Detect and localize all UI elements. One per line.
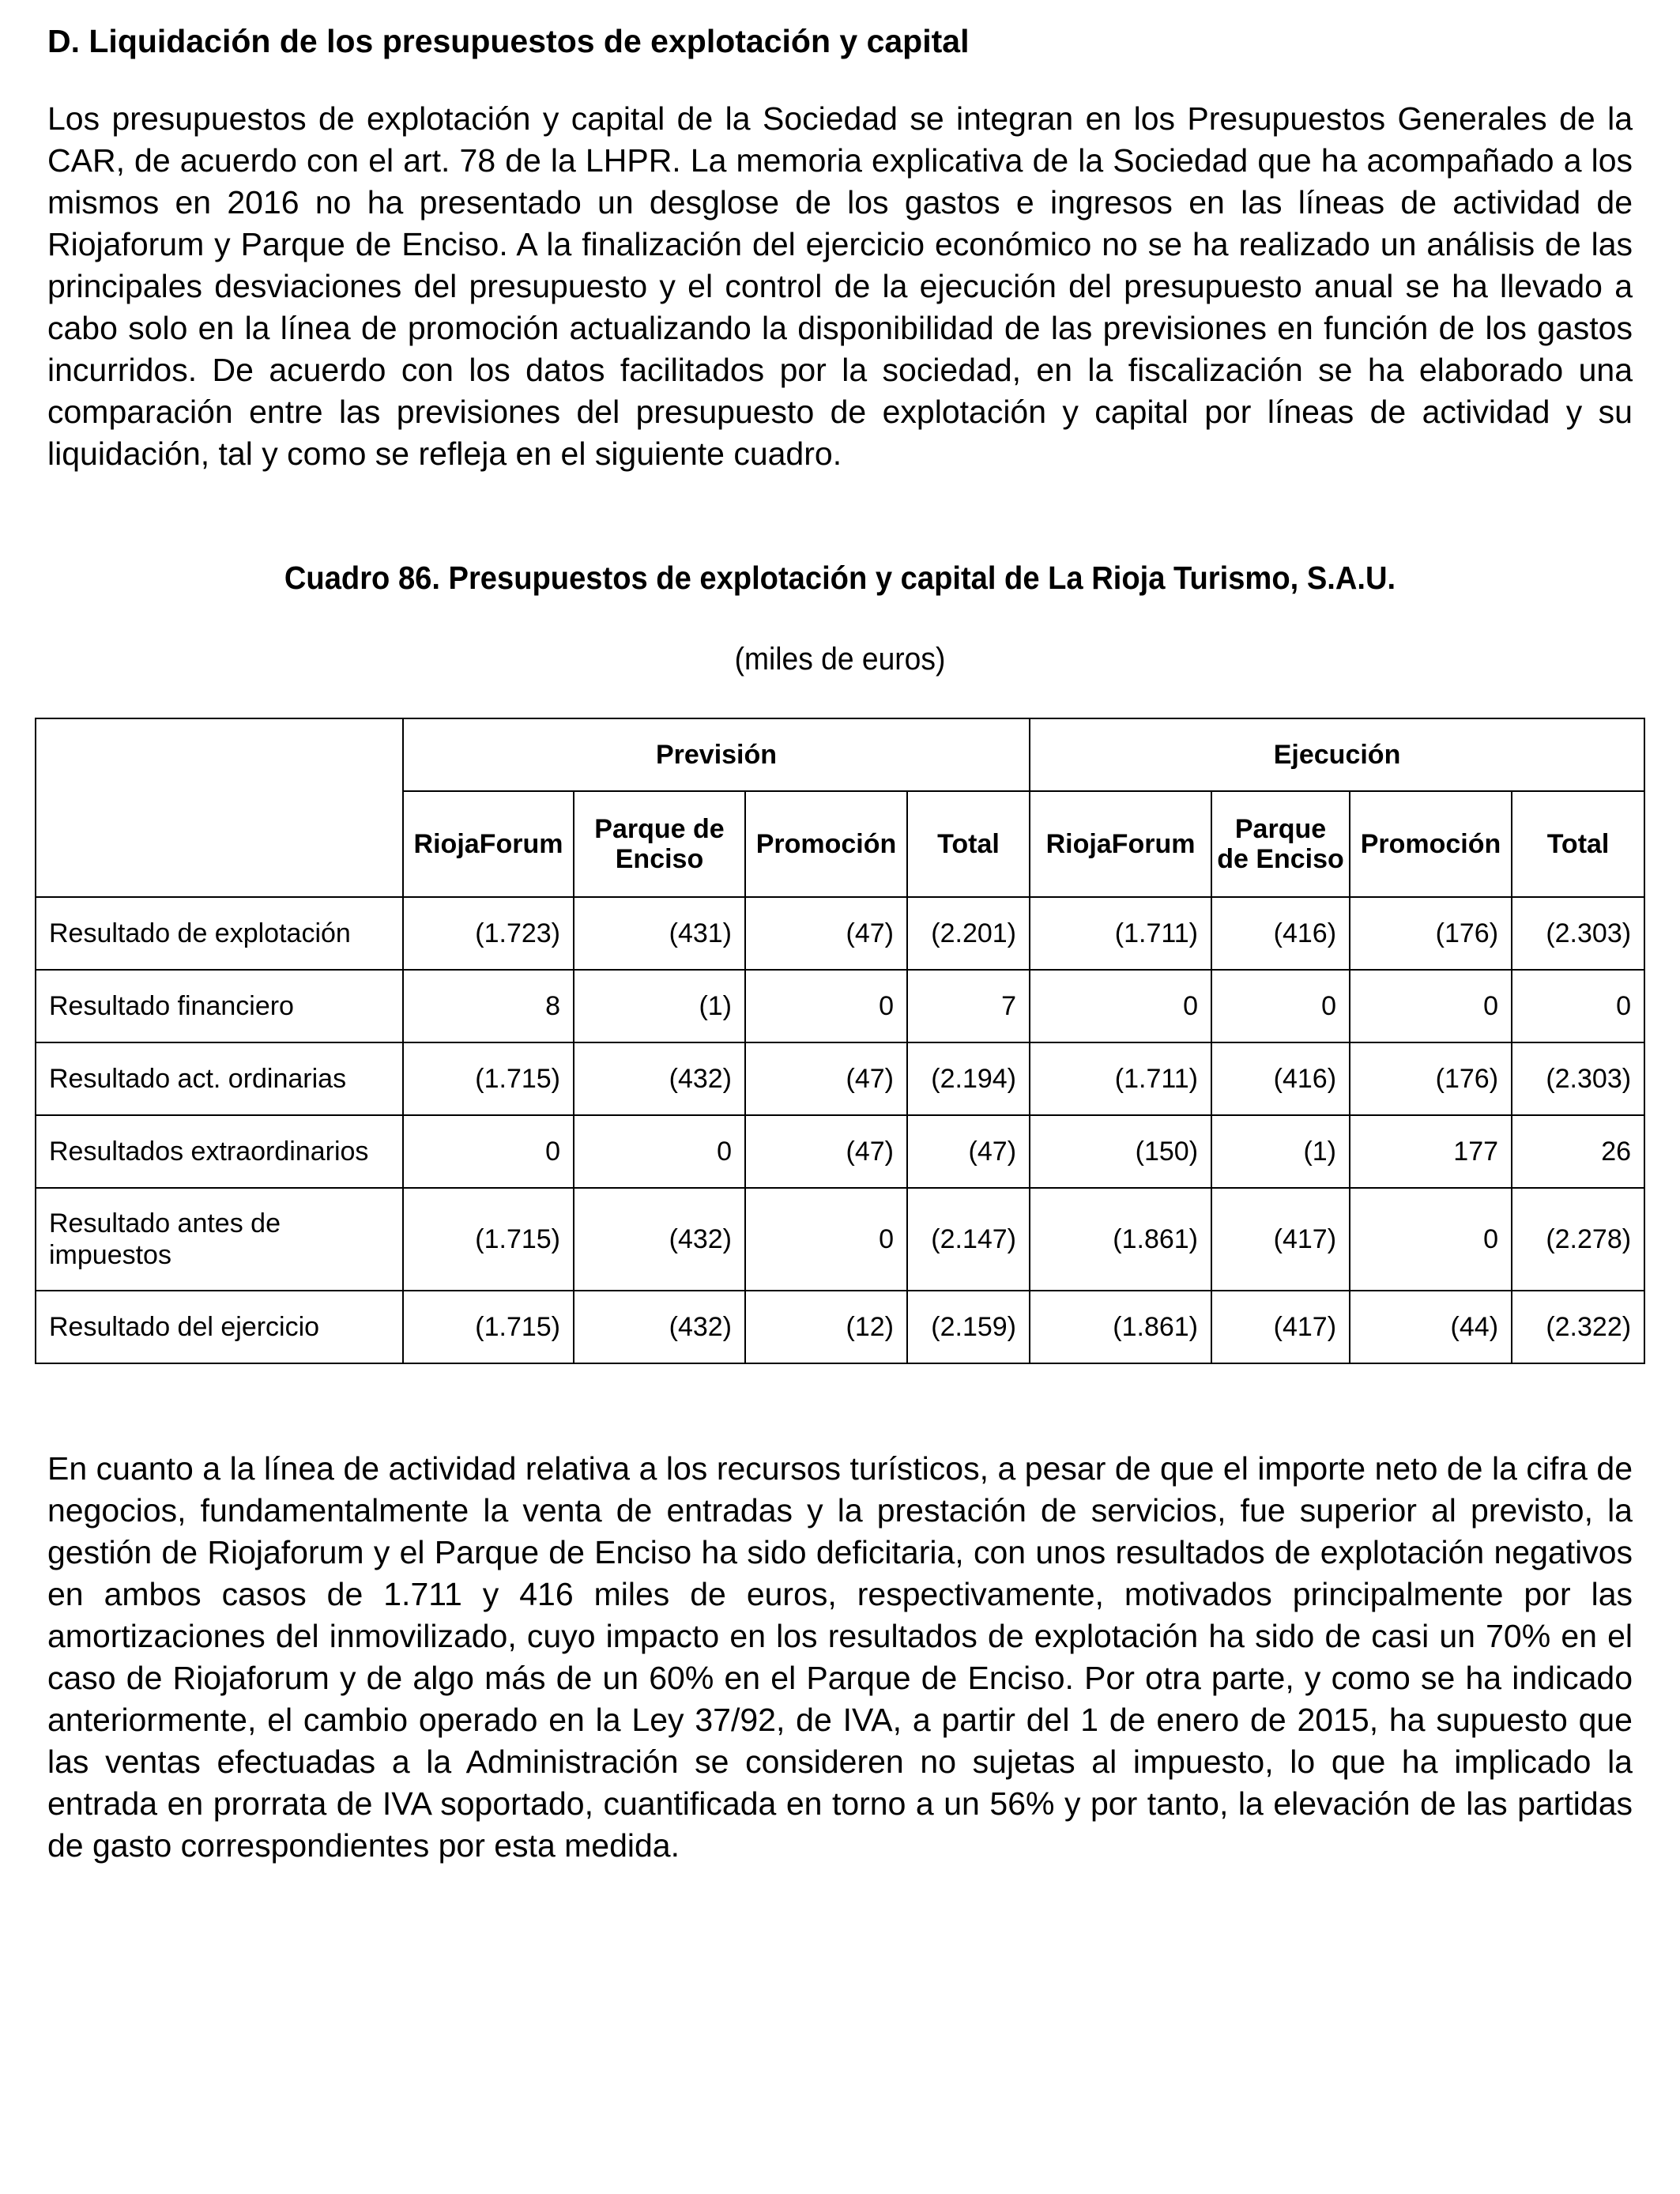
row-label: Resultado financiero [36,970,403,1042]
sub-header: Total [1512,791,1644,897]
table-cell: (432) [574,1042,745,1115]
table-cell: 0 [1350,1188,1512,1291]
table-cell: (2.201) [907,897,1030,970]
group-header-prevision: Previsión [403,718,1030,791]
table-cell: (1.861) [1030,1291,1211,1363]
table-row [36,1291,1644,1363]
table-row [36,970,1644,1042]
table-cell: (417) [1211,1291,1350,1363]
table-cell: (2.278) [1512,1188,1644,1291]
table-row [36,1042,1644,1115]
table-cell: (1.715) [403,1042,574,1115]
sub-header: Promoción [745,791,907,897]
table-cell: (432) [574,1188,745,1291]
table-cell: (1) [574,970,745,1042]
table-cell: 0 [745,970,907,1042]
sub-header: RiojaForum [1030,791,1211,897]
table-row [36,897,1644,970]
table-cell: (416) [1211,897,1350,970]
table-cell: (1.711) [1030,1042,1211,1115]
analysis-paragraph: En cuanto a la línea de actividad relativa a los recursos turísticos, a pesar de que el importe neto de la cifra de negocios, fundamentalmente la venta de entradas y la prestación de servicios, fue superior al previsto, la gestión de Riojaforum y el Parque de Enciso ha sido deficitaria, con unos resultados de explotación negativos en ambos casos de 1.711 y 416 miles de euros, respectivamente, motivados principalmente por las amortizaciones del inmovilizado, cuyo impacto en los resultados de explotación ha sido de casi un 70% en el caso de Riojaforum y de algo más de un 60% en el Parque de Enciso. Por otra parte, y como se ha indicado anteriormente, el cambio operado en la Ley 37/92, de IVA, a partir del 1 de enero de 2015, ha supuesto que las ventas efectuadas a la Administración se consideren no sujetas al impuesto, lo que ha implicado la entrada en prorrata de IVA soportado, cuantificada en torno a un 56% y por tanto, la elevación de las partidas de gasto correspondientes por esta medida. [47,1450,1633,1864]
section-title: D. Liquidación de los presupuestos de explotación y capital [47,23,970,59]
table-cell: (176) [1350,1042,1512,1115]
table-cell: (2.303) [1512,1042,1644,1115]
table-cell: 0 [1211,970,1350,1042]
table-cell: (2.322) [1512,1291,1644,1363]
table-cell: (47) [907,1115,1030,1188]
table-caption: Cuadro 86. Presupuestos de explotación y capital de La Rioja Turismo, S.A.U. [284,560,1396,596]
sub-header: Parque de Enciso [574,791,745,897]
table-cell: (2.159) [907,1291,1030,1363]
table-cell: (432) [574,1291,745,1363]
table-row [36,1188,1644,1291]
table-cell: (2.194) [907,1042,1030,1115]
table-cell: (1.861) [1030,1188,1211,1291]
table-cell: (47) [745,1115,907,1188]
table-cell: (431) [574,897,745,970]
table-cell: (1.711) [1030,897,1211,970]
table-group-header-row [36,718,1644,791]
sub-header: Parque de Enciso [1211,791,1350,897]
sub-header: RiojaForum [403,791,574,897]
table-cell: 177 [1350,1115,1512,1188]
table-cell: (417) [1211,1188,1350,1291]
table-cell: 0 [1030,970,1211,1042]
table-cell: (12) [745,1291,907,1363]
table-corner-cell [36,718,403,897]
budget-table [35,718,1645,1364]
table-cell: (1.723) [403,897,574,970]
intro-paragraph: Los presupuestos de explotación y capital de la Sociedad se integran en los Presupuestos Generales de la CAR, de acuerdo con el art. 78 de la LHPR. La memoria explicativa de la Sociedad que ha acompañado a los mismos en 2016 no ha presentado un desglose de los gastos e ingresos en las líneas de actividad de Riojaforum y Parque de Enciso. A la finalización del ejercicio económico no se ha realizado un análisis de las principales desviaciones del presupuesto y el control de la ejecución del presupuesto anual se ha llevado a cabo solo en la línea de promoción actualizando la disponibilidad de las previsiones en función de los gastos incurridos. De acuerdo con los datos facilitados por la sociedad, en la fiscalización se ha elaborado una comparación entre las previsiones del presupuesto de explotación y capital por líneas de actividad y su liquidación, tal y como se refleja en el siguiente cuadro. [47,100,1633,472]
row-label: Resultado act. ordinarias [36,1042,403,1115]
table-cell: 0 [403,1115,574,1188]
table-cell: (2.147) [907,1188,1030,1291]
table-cell: (44) [1350,1291,1512,1363]
table-cell: 8 [403,970,574,1042]
table-row [36,1115,1644,1188]
sub-header: Promoción [1350,791,1512,897]
table-cell: 26 [1512,1115,1644,1188]
table-cell: 0 [745,1188,907,1291]
table-cell: (150) [1030,1115,1211,1188]
row-label: Resultados extraordinarios [36,1115,403,1188]
table-cell: (1) [1211,1115,1350,1188]
row-label: Resultado antes de impuestos [36,1188,403,1291]
row-label: Resultado del ejercicio [36,1291,403,1363]
table-cell: 0 [1350,970,1512,1042]
table-cell: (47) [745,1042,907,1115]
table-cell: (2.303) [1512,897,1644,970]
table-cell: (1.715) [403,1188,574,1291]
table-units: (miles de euros) [734,642,946,677]
table-cell: 7 [907,970,1030,1042]
table-cell: (416) [1211,1042,1350,1115]
table-cell: (47) [745,897,907,970]
group-header-ejecucion: Ejecución [1030,718,1644,791]
table-cell: 0 [574,1115,745,1188]
table-cell: (176) [1350,897,1512,970]
sub-header: Total [907,791,1030,897]
row-label: Resultado de explotación [36,897,403,970]
table-cell: 0 [1512,970,1644,1042]
table-cell: (1.715) [403,1291,574,1363]
